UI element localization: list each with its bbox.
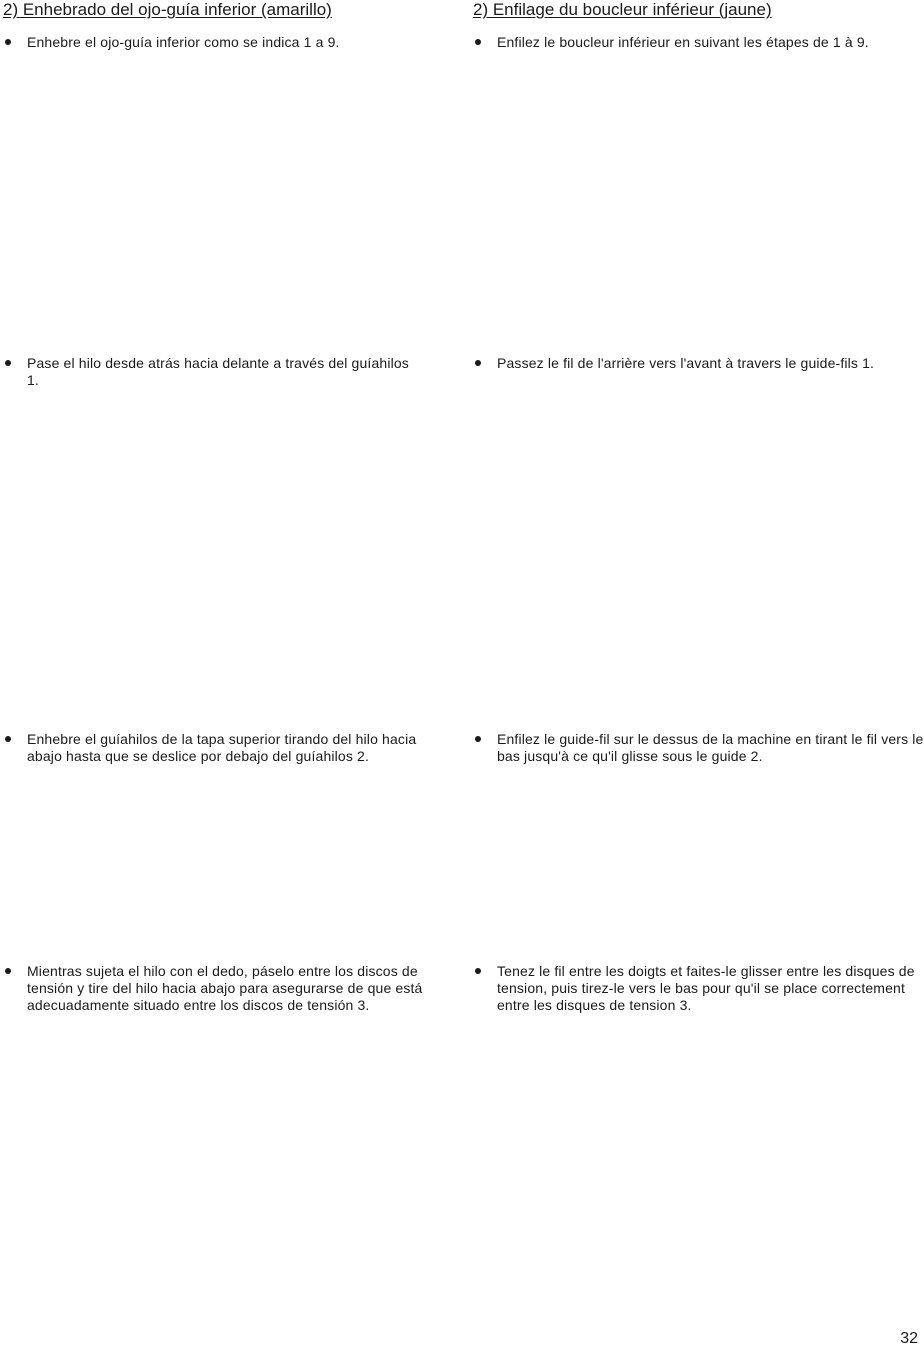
- spanish-step-2-text: Pase el hilo desde atrás hacia delante a través del guíahilos 1.: [27, 355, 409, 388]
- french-step-3-text: Enfilez le guide-fil sur le dessus de la machine en tirant le fil vers le bas jusqu'à ce qu'il glisse sous le guide 2.: [497, 731, 924, 764]
- spanish-step-1-text: Enhebre el ojo-guía inferior como se indica 1 a 9.: [27, 34, 340, 50]
- page-number: 32: [900, 1330, 918, 1347]
- spanish-step-4-text: Mientras sujeta el hilo con el dedo, páselo entre los discos de tensión y tire del hilo hacia abajo para asegurarse de que está adecuadamente situado entre los discos de tensión 3.: [27, 963, 423, 1013]
- spanish-step-2: [5, 355, 410, 389]
- bullet-icon: [475, 736, 481, 742]
- bullet-icon: [5, 39, 11, 45]
- bullet-icon: [475, 360, 481, 366]
- french-step-1: [475, 34, 915, 51]
- spanish-step-1: [5, 34, 445, 51]
- french-step-4: [475, 963, 924, 1014]
- bullet-icon: [5, 968, 11, 974]
- french-step-3: [475, 731, 924, 765]
- spanish-step-3: [5, 731, 452, 765]
- bullet-icon: [475, 968, 481, 974]
- french-step-1-text: Enfilez le boucleur inférieur en suivant les étapes de 1 à 9.: [497, 34, 869, 50]
- french-heading: 2) Enfilage du boucleur inférieur (jaune): [473, 0, 772, 19]
- spanish-heading: 2) Enhebrado del ojo-guía inferior (amarillo): [3, 0, 332, 19]
- spanish-step-4: [5, 963, 445, 1014]
- bullet-icon: [5, 736, 11, 742]
- french-step-2: [475, 355, 917, 372]
- french-step-2-text: Passez le fil de l'arrière vers l'avant à travers le guide-fils 1.: [497, 355, 875, 371]
- french-step-4-text: Tenez le fil entre les doigts et faites-le glisser entre les disques de tension, puis tirez-le vers le bas pour qu'il se place correctement entre les disques de tension 3.: [497, 963, 915, 1013]
- spanish-step-3-text: Enhebre el guíahilos de la tapa superior tirando del hilo hacia abajo hasta que se deslice por debajo del guíahilos 2.: [27, 731, 417, 764]
- bullet-icon: [5, 360, 11, 366]
- bullet-icon: [475, 39, 481, 45]
